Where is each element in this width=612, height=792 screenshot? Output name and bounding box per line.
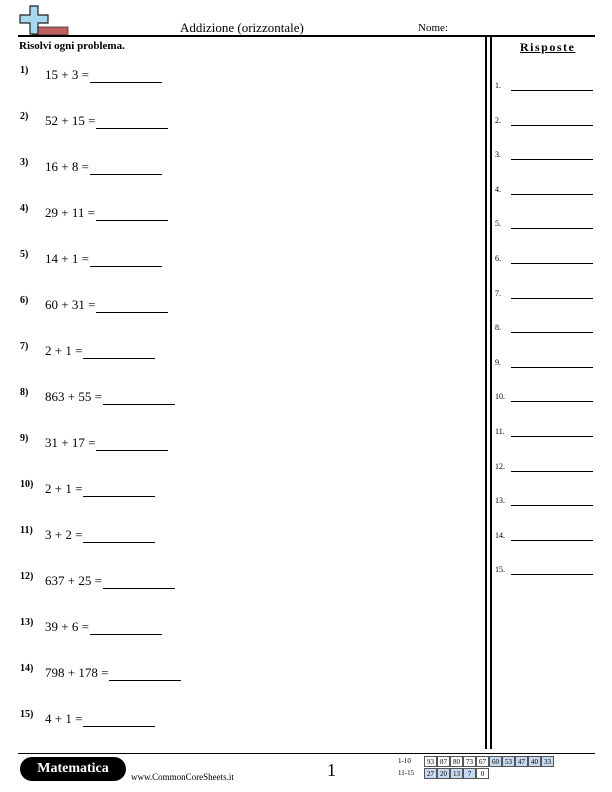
key-row2-label: 11-15 (398, 769, 415, 777)
problem-expression: 4 + 1 = (45, 711, 83, 726)
answer-row (495, 496, 595, 512)
answer-blank[interactable] (103, 575, 175, 589)
problem-expression: 3 + 2 = (45, 527, 83, 542)
problem-expression: 29 + 11 = (45, 205, 95, 220)
score-key-cell: 20 (437, 768, 450, 779)
score-key-cell: 67 (476, 756, 489, 767)
problem-expression: 2 + 1 = (45, 481, 83, 496)
answer-line[interactable] (511, 159, 593, 160)
answer-blank[interactable] (83, 483, 155, 497)
problem-expression: 15 + 3 = (45, 67, 89, 82)
problem-number: 8) (20, 387, 29, 398)
problem-expression: 637 + 25 = (45, 573, 102, 588)
answer-row (495, 219, 595, 235)
score-key-cell: 27 (424, 768, 437, 779)
answer-row (495, 254, 595, 270)
answer-line[interactable] (511, 125, 593, 126)
answer-number: 4. (495, 184, 501, 194)
answer-line[interactable] (511, 298, 593, 299)
answer-line[interactable] (511, 367, 593, 368)
answer-blank[interactable] (103, 391, 175, 405)
answer-number: 9. (495, 357, 501, 367)
problem-expression: 863 + 55 = (45, 389, 102, 404)
problem-number: 13) (20, 617, 34, 628)
answer-number: 2. (495, 115, 501, 125)
answer-number: 6. (495, 254, 501, 263)
page-number: 1 (327, 760, 336, 780)
score-key-cell: 87 (437, 756, 450, 767)
answer-number: 12. (495, 461, 505, 471)
plus-logo-icon (18, 5, 70, 36)
name-label: Nome: (418, 22, 448, 34)
answer-line[interactable] (511, 436, 593, 437)
answer-row (495, 81, 595, 97)
score-key-cell: 80 (450, 756, 463, 767)
problem-expression: 798 + 178 = (45, 665, 109, 680)
answer-row (495, 392, 595, 408)
answer-line[interactable] (511, 540, 593, 541)
answer-row (495, 427, 595, 443)
answer-number: 14. (495, 530, 505, 540)
score-key-cell: 93 (424, 756, 437, 767)
answer-blank[interactable] (83, 713, 155, 727)
problem-number: 6) (20, 295, 29, 306)
problem-number: 9) (20, 433, 29, 444)
worksheet-title: Addizione (orizzontale) (180, 20, 304, 35)
answer-row (495, 565, 595, 581)
answer-row (495, 358, 595, 374)
problem-number: 5) (20, 249, 29, 260)
problem-number: 10) (20, 479, 34, 490)
answer-blank[interactable] (90, 161, 162, 175)
score-key-cell: 7 (463, 768, 476, 779)
answer-line[interactable] (511, 228, 593, 229)
answer-line[interactable] (511, 401, 593, 402)
answer-number: 7. (495, 288, 501, 298)
answer-line[interactable] (511, 263, 593, 264)
footer-divider (18, 753, 595, 754)
problem-number: 11) (20, 525, 33, 536)
answer-line[interactable] (511, 332, 593, 333)
answer-row (495, 150, 595, 166)
problem-expression: 60 + 31 = (45, 297, 96, 312)
answer-row (495, 185, 595, 201)
problem-number: 7) (20, 341, 29, 352)
answer-row (495, 289, 595, 305)
score-key-cell: 53 (502, 756, 515, 767)
answer-blank[interactable] (96, 437, 168, 451)
answer-number: 13. (495, 496, 505, 506)
answer-blank[interactable] (90, 253, 162, 267)
answer-row (495, 531, 595, 547)
answer-number: 11. (495, 427, 505, 436)
answer-number: 3. (495, 150, 501, 160)
answers-title: Risposte (520, 40, 576, 54)
score-key-cell: 60 (489, 756, 502, 767)
answer-row (495, 116, 595, 132)
answer-line[interactable] (511, 471, 593, 472)
answer-blank[interactable] (83, 345, 155, 359)
problem-number: 12) (20, 571, 34, 582)
score-key-cell: 0 (476, 768, 489, 779)
answer-number: 10. (495, 392, 505, 402)
answer-line[interactable] (511, 505, 593, 506)
answer-blank[interactable] (90, 621, 162, 635)
column-divider (485, 37, 487, 749)
score-key-cell: 73 (463, 756, 476, 767)
score-key-cell: 47 (515, 756, 528, 767)
problem-number: 1) (20, 65, 29, 76)
problem-expression: 31 + 17 = (45, 435, 96, 450)
score-key-cell: 13 (450, 768, 463, 779)
answer-row (495, 323, 595, 339)
answer-line[interactable] (511, 90, 593, 91)
column-divider (490, 37, 492, 749)
problem-number: 4) (20, 203, 29, 214)
answer-number: 1. (495, 81, 501, 90)
header-divider (18, 35, 595, 37)
answer-blank[interactable] (96, 115, 168, 129)
answer-number: 5. (495, 219, 501, 229)
problem-expression: 39 + 6 = (45, 619, 89, 634)
brand-badge (20, 757, 126, 781)
answer-number: 15. (495, 565, 505, 575)
key-row1-label: 1-10 (398, 757, 411, 765)
answer-blank[interactable] (90, 69, 162, 83)
instructions: Risolvi ogni problema. (19, 40, 125, 52)
problem-expression: 52 + 15 = (45, 113, 96, 128)
answer-line[interactable] (511, 574, 593, 575)
problem-number: 15) (20, 709, 34, 720)
problem-expression: 14 + 1 = (45, 251, 89, 266)
problem-number: 3) (20, 157, 29, 168)
answer-row (495, 462, 595, 478)
brand-label: Matematica (37, 761, 109, 776)
score-key-cell: 33 (541, 756, 554, 767)
score-key-cell: 40 (528, 756, 541, 767)
answer-blank[interactable] (96, 207, 168, 221)
problem-expression: 16 + 8 = (45, 159, 89, 174)
answer-blank[interactable] (83, 529, 155, 543)
answer-blank[interactable] (109, 667, 181, 681)
answer-line[interactable] (511, 194, 593, 195)
problem-number: 2) (20, 111, 29, 122)
problem-expression: 2 + 1 = (45, 343, 83, 358)
answer-number: 8. (495, 323, 501, 333)
problem-number: 14) (20, 663, 34, 674)
answer-blank[interactable] (96, 299, 168, 313)
website-url: www.CommonCoreSheets.it (131, 772, 234, 782)
